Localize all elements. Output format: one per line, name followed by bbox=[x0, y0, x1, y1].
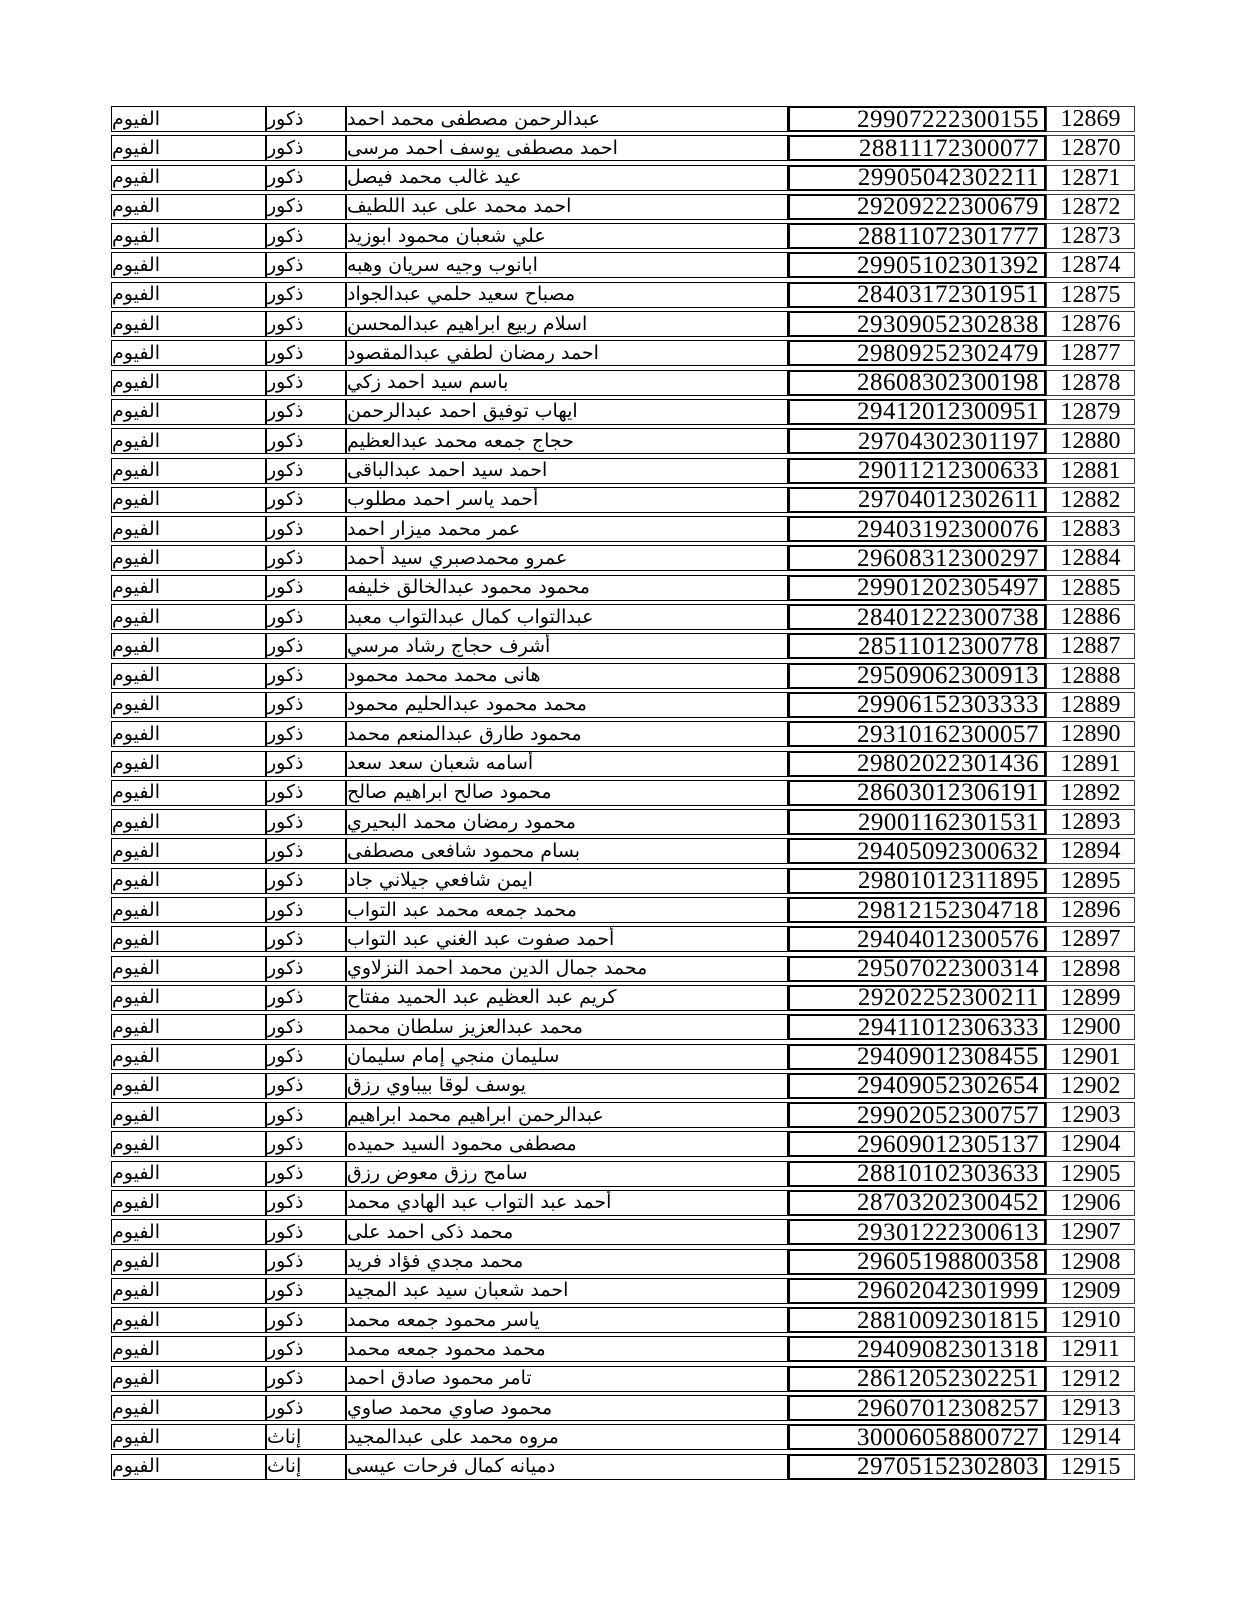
gender-cell: ذكور bbox=[266, 487, 346, 513]
national-id-cell: 29905102301392 bbox=[788, 252, 1046, 278]
serial-number-cell: 12907 bbox=[1046, 1219, 1135, 1245]
table-row bbox=[111, 165, 1135, 191]
region-cell: الفيوم bbox=[111, 809, 266, 835]
full-name-cell: احمد محمد على عبد اللطيف bbox=[346, 194, 788, 220]
region-cell: الفيوم bbox=[111, 721, 266, 747]
national-id-cell: 28810092301815 bbox=[788, 1307, 1046, 1333]
full-name-cell: هانى محمد محمد محمود bbox=[346, 663, 788, 689]
full-name-cell: أحمد عبد التواب عبد الهادي محمد bbox=[346, 1190, 788, 1216]
national-id-cell: 29509062300913 bbox=[788, 663, 1046, 689]
gender-cell: ذكور bbox=[266, 1278, 346, 1304]
gender-cell: ذكور bbox=[266, 106, 346, 132]
gender-cell: ذكور bbox=[266, 721, 346, 747]
serial-number-cell: 12909 bbox=[1046, 1278, 1135, 1304]
full-name-cell: عبدالرحمن مصطفى محمد احمد bbox=[346, 106, 788, 132]
region-cell: الفيوم bbox=[111, 633, 266, 659]
table-row bbox=[111, 1014, 1135, 1040]
national-id-cell: 29409012308455 bbox=[788, 1044, 1046, 1070]
table-row bbox=[111, 604, 1135, 630]
serial-number-cell: 12890 bbox=[1046, 721, 1135, 747]
national-id-cell: 29404012300576 bbox=[788, 926, 1046, 952]
serial-number-cell: 12906 bbox=[1046, 1190, 1135, 1216]
national-id-cell: 29507022300314 bbox=[788, 956, 1046, 982]
serial-number-cell: 12908 bbox=[1046, 1249, 1135, 1275]
gender-cell: ذكور bbox=[266, 780, 346, 806]
serial-number-cell: 12888 bbox=[1046, 663, 1135, 689]
serial-number-cell: 12914 bbox=[1046, 1424, 1135, 1450]
national-id-cell: 29802022301436 bbox=[788, 751, 1046, 777]
gender-cell: ذكور bbox=[266, 838, 346, 864]
full-name-cell: محمد محمود جمعه محمد bbox=[346, 1336, 788, 1362]
national-id-cell: 29411012306333 bbox=[788, 1014, 1046, 1040]
region-cell: الفيوم bbox=[111, 956, 266, 982]
table-row bbox=[111, 1161, 1135, 1187]
full-name-cell: محمد جمعه محمد عبد التواب bbox=[346, 897, 788, 923]
gender-cell: ذكور bbox=[266, 311, 346, 337]
region-cell: الفيوم bbox=[111, 868, 266, 894]
table-row bbox=[111, 1454, 1135, 1480]
table-row bbox=[111, 1307, 1135, 1333]
full-name-cell: سامح رزق معوض رزق bbox=[346, 1161, 788, 1187]
table-row bbox=[111, 1424, 1135, 1450]
table-row bbox=[111, 1190, 1135, 1216]
table-row bbox=[111, 340, 1135, 366]
serial-number-cell: 12889 bbox=[1046, 692, 1135, 718]
region-cell: الفيوم bbox=[111, 663, 266, 689]
region-cell: الفيوم bbox=[111, 458, 266, 484]
national-id-cell: 29607012308257 bbox=[788, 1395, 1046, 1421]
serial-number-cell: 12915 bbox=[1046, 1454, 1135, 1480]
table-row bbox=[111, 1044, 1135, 1070]
table-row bbox=[111, 1249, 1135, 1275]
national-id-cell: 28608302300198 bbox=[788, 370, 1046, 396]
gender-cell: ذكور bbox=[266, 135, 346, 161]
table-row bbox=[111, 1336, 1135, 1362]
region-cell: الفيوم bbox=[111, 1190, 266, 1216]
gender-cell: ذكور bbox=[266, 516, 346, 542]
gender-cell: ذكور bbox=[266, 1219, 346, 1245]
table-row bbox=[111, 575, 1135, 601]
serial-number-cell: 12886 bbox=[1046, 604, 1135, 630]
national-id-cell: 28703202300452 bbox=[788, 1190, 1046, 1216]
gender-cell: ذكور bbox=[266, 1131, 346, 1157]
full-name-cell: ابانوب وجيه سريان وهبه bbox=[346, 252, 788, 278]
region-cell: الفيوم bbox=[111, 1307, 266, 1333]
national-id-cell: 30006058800727 bbox=[788, 1424, 1046, 1450]
table-row bbox=[111, 252, 1135, 278]
table-row bbox=[111, 926, 1135, 952]
serial-number-cell: 12913 bbox=[1046, 1395, 1135, 1421]
serial-number-cell: 12877 bbox=[1046, 340, 1135, 366]
serial-number-cell: 12910 bbox=[1046, 1307, 1135, 1333]
national-id-cell: 28403172301951 bbox=[788, 282, 1046, 308]
region-cell: الفيوم bbox=[111, 340, 266, 366]
national-id-cell: 29403192300076 bbox=[788, 516, 1046, 542]
full-name-cell: ايهاب توفيق احمد عبدالرحمن bbox=[346, 399, 788, 425]
full-name-cell: علي شعبان محمود ابوزيد bbox=[346, 223, 788, 249]
region-cell: الفيوم bbox=[111, 692, 266, 718]
gender-cell: ذكور bbox=[266, 1307, 346, 1333]
gender-cell: ذكور bbox=[266, 692, 346, 718]
serial-number-cell: 12903 bbox=[1046, 1102, 1135, 1128]
national-id-cell: 28811172300077 bbox=[788, 135, 1046, 161]
table-row bbox=[111, 458, 1135, 484]
full-name-cell: سليمان منجي إمام سليمان bbox=[346, 1044, 788, 1070]
serial-number-cell: 12870 bbox=[1046, 135, 1135, 161]
region-cell: الفيوم bbox=[111, 1131, 266, 1157]
table-row bbox=[111, 1131, 1135, 1157]
serial-number-cell: 12883 bbox=[1046, 516, 1135, 542]
table-row bbox=[111, 838, 1135, 864]
gender-cell: ذكور bbox=[266, 604, 346, 630]
serial-number-cell: 12900 bbox=[1046, 1014, 1135, 1040]
gender-cell: ذكور bbox=[266, 1044, 346, 1070]
serial-number-cell: 12912 bbox=[1046, 1366, 1135, 1392]
serial-number-cell: 12884 bbox=[1046, 545, 1135, 571]
region-cell: الفيوم bbox=[111, 487, 266, 513]
national-id-cell: 29011212300633 bbox=[788, 458, 1046, 484]
gender-cell: ذكور bbox=[266, 194, 346, 220]
table-row bbox=[111, 516, 1135, 542]
gender-cell: ذكور bbox=[266, 223, 346, 249]
table-row bbox=[111, 633, 1135, 659]
full-name-cell: محمود صاوي محمد صاوي bbox=[346, 1395, 788, 1421]
serial-number-cell: 12896 bbox=[1046, 897, 1135, 923]
full-name-cell: احمد شعبان سيد عبد المجيد bbox=[346, 1278, 788, 1304]
table-row bbox=[111, 721, 1135, 747]
full-name-cell: عبدالرحمن ابراهيم محمد ابراهيم bbox=[346, 1102, 788, 1128]
table-row bbox=[111, 1102, 1135, 1128]
national-id-cell: 29608312300297 bbox=[788, 545, 1046, 571]
region-cell: الفيوم bbox=[111, 751, 266, 777]
region-cell: الفيوم bbox=[111, 1454, 266, 1480]
national-id-cell: 29412012300951 bbox=[788, 399, 1046, 425]
table-row bbox=[111, 399, 1135, 425]
serial-number-cell: 12876 bbox=[1046, 311, 1135, 337]
table-row bbox=[111, 751, 1135, 777]
region-cell: الفيوم bbox=[111, 897, 266, 923]
gender-cell: ذكور bbox=[266, 458, 346, 484]
national-id-cell: 29405092300632 bbox=[788, 838, 1046, 864]
national-id-cell: 28511012300778 bbox=[788, 633, 1046, 659]
region-cell: الفيوم bbox=[111, 106, 266, 132]
table-row bbox=[111, 194, 1135, 220]
full-name-cell: اسلام ربيع ابراهيم عبدالمحسن bbox=[346, 311, 788, 337]
table-row bbox=[111, 282, 1135, 308]
table-row bbox=[111, 956, 1135, 982]
region-cell: الفيوم bbox=[111, 575, 266, 601]
gender-cell: ذكور bbox=[266, 1014, 346, 1040]
serial-number-cell: 12878 bbox=[1046, 370, 1135, 396]
full-name-cell: باسم سيد احمد زكي bbox=[346, 370, 788, 396]
region-cell: الفيوم bbox=[111, 135, 266, 161]
region-cell: الفيوم bbox=[111, 399, 266, 425]
region-cell: الفيوم bbox=[111, 194, 266, 220]
serial-number-cell: 12904 bbox=[1046, 1131, 1135, 1157]
national-id-cell: 29301222300613 bbox=[788, 1219, 1046, 1245]
serial-number-cell: 12872 bbox=[1046, 194, 1135, 220]
table-row bbox=[111, 780, 1135, 806]
serial-number-cell: 12902 bbox=[1046, 1073, 1135, 1099]
national-id-cell: 28603012306191 bbox=[788, 780, 1046, 806]
national-id-cell: 29812152304718 bbox=[788, 897, 1046, 923]
gender-cell: ذكور bbox=[266, 926, 346, 952]
table-row bbox=[111, 1366, 1135, 1392]
full-name-cell: محمد مجدي فؤاد فريد bbox=[346, 1249, 788, 1275]
gender-cell: ذكور bbox=[266, 1366, 346, 1392]
region-cell: الفيوم bbox=[111, 926, 266, 952]
full-name-cell: دميانه كمال فرحات عيسى bbox=[346, 1454, 788, 1480]
serial-number-cell: 12873 bbox=[1046, 223, 1135, 249]
gender-cell: ذكور bbox=[266, 956, 346, 982]
region-cell: الفيوم bbox=[111, 370, 266, 396]
full-name-cell: مصباح سعيد حلمي عبدالجواد bbox=[346, 282, 788, 308]
serial-number-cell: 12874 bbox=[1046, 252, 1135, 278]
serial-number-cell: 12905 bbox=[1046, 1161, 1135, 1187]
region-cell: الفيوم bbox=[111, 282, 266, 308]
serial-number-cell: 12892 bbox=[1046, 780, 1135, 806]
national-id-cell: 29310162300057 bbox=[788, 721, 1046, 747]
national-id-cell: 29801012311895 bbox=[788, 868, 1046, 894]
national-id-cell: 29409052302654 bbox=[788, 1073, 1046, 1099]
region-cell: الفيوم bbox=[111, 1249, 266, 1275]
gender-cell: ذكور bbox=[266, 1395, 346, 1421]
gender-cell: ذكور bbox=[266, 1190, 346, 1216]
national-id-cell: 29605198800358 bbox=[788, 1249, 1046, 1275]
national-id-cell: 29609012305137 bbox=[788, 1131, 1046, 1157]
serial-number-cell: 12901 bbox=[1046, 1044, 1135, 1070]
full-name-cell: محمود طارق عبدالمنعم محمد bbox=[346, 721, 788, 747]
gender-cell: ذكور bbox=[266, 545, 346, 571]
full-name-cell: أسامه شعبان سعد سعد bbox=[346, 751, 788, 777]
table-row bbox=[111, 1395, 1135, 1421]
full-name-cell: احمد مصطفى يوسف احمد مرسى bbox=[346, 135, 788, 161]
full-name-cell: عيد غالب محمد فيصل bbox=[346, 165, 788, 191]
table-row bbox=[111, 545, 1135, 571]
records-table bbox=[111, 106, 1135, 1483]
national-id-cell: 29705152302803 bbox=[788, 1454, 1046, 1480]
region-cell: الفيوم bbox=[111, 1336, 266, 1362]
full-name-cell: محمود محمود عبدالخالق خليفه bbox=[346, 575, 788, 601]
national-id-cell: 29001162301531 bbox=[788, 809, 1046, 835]
full-name-cell: أحمد صفوت عبد الغني عبد التواب bbox=[346, 926, 788, 952]
table-row bbox=[111, 1278, 1135, 1304]
full-name-cell: ياسر محمود جمعه محمد bbox=[346, 1307, 788, 1333]
full-name-cell: محمد ذكى احمد على bbox=[346, 1219, 788, 1245]
region-cell: الفيوم bbox=[111, 428, 266, 454]
table-row bbox=[111, 1073, 1135, 1099]
region-cell: الفيوم bbox=[111, 252, 266, 278]
table-row bbox=[111, 223, 1135, 249]
gender-cell: ذكور bbox=[266, 1161, 346, 1187]
serial-number-cell: 12882 bbox=[1046, 487, 1135, 513]
full-name-cell: محمد محمود عبدالحليم محمود bbox=[346, 692, 788, 718]
full-name-cell: محمد جمال الدين محمد احمد النزلاوي bbox=[346, 956, 788, 982]
region-cell: الفيوم bbox=[111, 516, 266, 542]
full-name-cell: عمر محمد ميزار احمد bbox=[346, 516, 788, 542]
gender-cell: ذكور bbox=[266, 370, 346, 396]
national-id-cell: 29309052302838 bbox=[788, 311, 1046, 337]
table-row bbox=[111, 663, 1135, 689]
gender-cell: ذكور bbox=[266, 663, 346, 689]
gender-cell: ذكور bbox=[266, 809, 346, 835]
full-name-cell: تامر محمود صادق احمد bbox=[346, 1366, 788, 1392]
table-row bbox=[111, 428, 1135, 454]
national-id-cell: 29907222300155 bbox=[788, 106, 1046, 132]
gender-cell: ذكور bbox=[266, 1102, 346, 1128]
region-cell: الفيوم bbox=[111, 604, 266, 630]
region-cell: الفيوم bbox=[111, 311, 266, 337]
national-id-cell: 28811072301777 bbox=[788, 223, 1046, 249]
full-name-cell: احمد رمضان لطفي عبدالمقصود bbox=[346, 340, 788, 366]
table-row bbox=[111, 809, 1135, 835]
region-cell: الفيوم bbox=[111, 545, 266, 571]
full-name-cell: بسام محمود شافعى مصطفى bbox=[346, 838, 788, 864]
serial-number-cell: 12893 bbox=[1046, 809, 1135, 835]
full-name-cell: عبدالتواب كمال عبدالتواب معبد bbox=[346, 604, 788, 630]
serial-number-cell: 12894 bbox=[1046, 838, 1135, 864]
full-name-cell: محمد عبدالعزيز سلطان محمد bbox=[346, 1014, 788, 1040]
national-id-cell: 29906152303333 bbox=[788, 692, 1046, 718]
region-cell: الفيوم bbox=[111, 1161, 266, 1187]
gender-cell: ذكور bbox=[266, 399, 346, 425]
region-cell: الفيوم bbox=[111, 1219, 266, 1245]
region-cell: الفيوم bbox=[111, 223, 266, 249]
gender-cell: ذكور bbox=[266, 282, 346, 308]
serial-number-cell: 12881 bbox=[1046, 458, 1135, 484]
serial-number-cell: 12887 bbox=[1046, 633, 1135, 659]
gender-cell: ذكور bbox=[266, 428, 346, 454]
full-name-cell: أشرف حجاج رشاد مرسي bbox=[346, 633, 788, 659]
serial-number-cell: 12871 bbox=[1046, 165, 1135, 191]
serial-number-cell: 12880 bbox=[1046, 428, 1135, 454]
national-id-cell: 29809252302479 bbox=[788, 340, 1046, 366]
table-row bbox=[111, 692, 1135, 718]
national-id-cell: 29905042302211 bbox=[788, 165, 1046, 191]
table-row bbox=[111, 897, 1135, 923]
national-id-cell: 29902052300757 bbox=[788, 1102, 1046, 1128]
region-cell: الفيوم bbox=[111, 1073, 266, 1099]
full-name-cell: عمرو محمدصبري سيد أحمد bbox=[346, 545, 788, 571]
national-id-cell: 28810102303633 bbox=[788, 1161, 1046, 1187]
table-row bbox=[111, 487, 1135, 513]
gender-cell: ذكور bbox=[266, 985, 346, 1011]
gender-cell: ذكور bbox=[266, 1336, 346, 1362]
region-cell: الفيوم bbox=[111, 838, 266, 864]
serial-number-cell: 12898 bbox=[1046, 956, 1135, 982]
national-id-cell: 28612052302251 bbox=[788, 1366, 1046, 1392]
full-name-cell: مصطفى محمود السيد حميده bbox=[346, 1131, 788, 1157]
region-cell: الفيوم bbox=[111, 780, 266, 806]
full-name-cell: حجاج جمعه محمد عبدالعظيم bbox=[346, 428, 788, 454]
gender-cell: ذكور bbox=[266, 751, 346, 777]
table-row bbox=[111, 106, 1135, 132]
gender-cell: ذكور bbox=[266, 868, 346, 894]
national-id-cell: 29704302301197 bbox=[788, 428, 1046, 454]
serial-number-cell: 12895 bbox=[1046, 868, 1135, 894]
gender-cell: ذكور bbox=[266, 575, 346, 601]
region-cell: الفيوم bbox=[111, 1102, 266, 1128]
full-name-cell: كريم عبد العظيم عبد الحميد مفتاح bbox=[346, 985, 788, 1011]
national-id-cell: 29409082301318 bbox=[788, 1336, 1046, 1362]
region-cell: الفيوم bbox=[111, 1278, 266, 1304]
serial-number-cell: 12897 bbox=[1046, 926, 1135, 952]
full-name-cell: يوسف لوقا بيباوي رزق bbox=[346, 1073, 788, 1099]
region-cell: الفيوم bbox=[111, 1395, 266, 1421]
full-name-cell: احمد سيد احمد عبدالباقى bbox=[346, 458, 788, 484]
full-name-cell: محمود صالح ابراهيم صالح bbox=[346, 780, 788, 806]
full-name-cell: مروه محمد على عبدالمجيد bbox=[346, 1424, 788, 1450]
full-name-cell: ايمن شافعي جيلاني جاد bbox=[346, 868, 788, 894]
gender-cell: ذكور bbox=[266, 340, 346, 366]
full-name-cell: أحمد ياسر احمد مطلوب bbox=[346, 487, 788, 513]
region-cell: الفيوم bbox=[111, 1044, 266, 1070]
national-id-cell: 29602042301999 bbox=[788, 1278, 1046, 1304]
table-row bbox=[111, 868, 1135, 894]
gender-cell: إناث bbox=[266, 1424, 346, 1450]
serial-number-cell: 12911 bbox=[1046, 1336, 1135, 1362]
national-id-cell: 29202252300211 bbox=[788, 985, 1046, 1011]
table-row bbox=[111, 1219, 1135, 1245]
region-cell: الفيوم bbox=[111, 1424, 266, 1450]
national-id-cell: 29704012302611 bbox=[788, 487, 1046, 513]
region-cell: الفيوم bbox=[111, 985, 266, 1011]
gender-cell: ذكور bbox=[266, 1249, 346, 1275]
national-id-cell: 28401222300738 bbox=[788, 604, 1046, 630]
gender-cell: ذكور bbox=[266, 1073, 346, 1099]
gender-cell: إناث bbox=[266, 1454, 346, 1480]
region-cell: الفيوم bbox=[111, 1014, 266, 1040]
serial-number-cell: 12891 bbox=[1046, 751, 1135, 777]
serial-number-cell: 12879 bbox=[1046, 399, 1135, 425]
gender-cell: ذكور bbox=[266, 165, 346, 191]
table-row bbox=[111, 135, 1135, 161]
national-id-cell: 29209222300679 bbox=[788, 194, 1046, 220]
table-row bbox=[111, 370, 1135, 396]
gender-cell: ذكور bbox=[266, 252, 346, 278]
serial-number-cell: 12885 bbox=[1046, 575, 1135, 601]
national-id-cell: 29901202305497 bbox=[788, 575, 1046, 601]
region-cell: الفيوم bbox=[111, 165, 266, 191]
gender-cell: ذكور bbox=[266, 633, 346, 659]
serial-number-cell: 12899 bbox=[1046, 985, 1135, 1011]
serial-number-cell: 12875 bbox=[1046, 282, 1135, 308]
table-row bbox=[111, 311, 1135, 337]
serial-number-cell: 12869 bbox=[1046, 106, 1135, 132]
full-name-cell: محمود رمضان محمد البحيري bbox=[346, 809, 788, 835]
region-cell: الفيوم bbox=[111, 1366, 266, 1392]
gender-cell: ذكور bbox=[266, 897, 346, 923]
table-row bbox=[111, 985, 1135, 1011]
